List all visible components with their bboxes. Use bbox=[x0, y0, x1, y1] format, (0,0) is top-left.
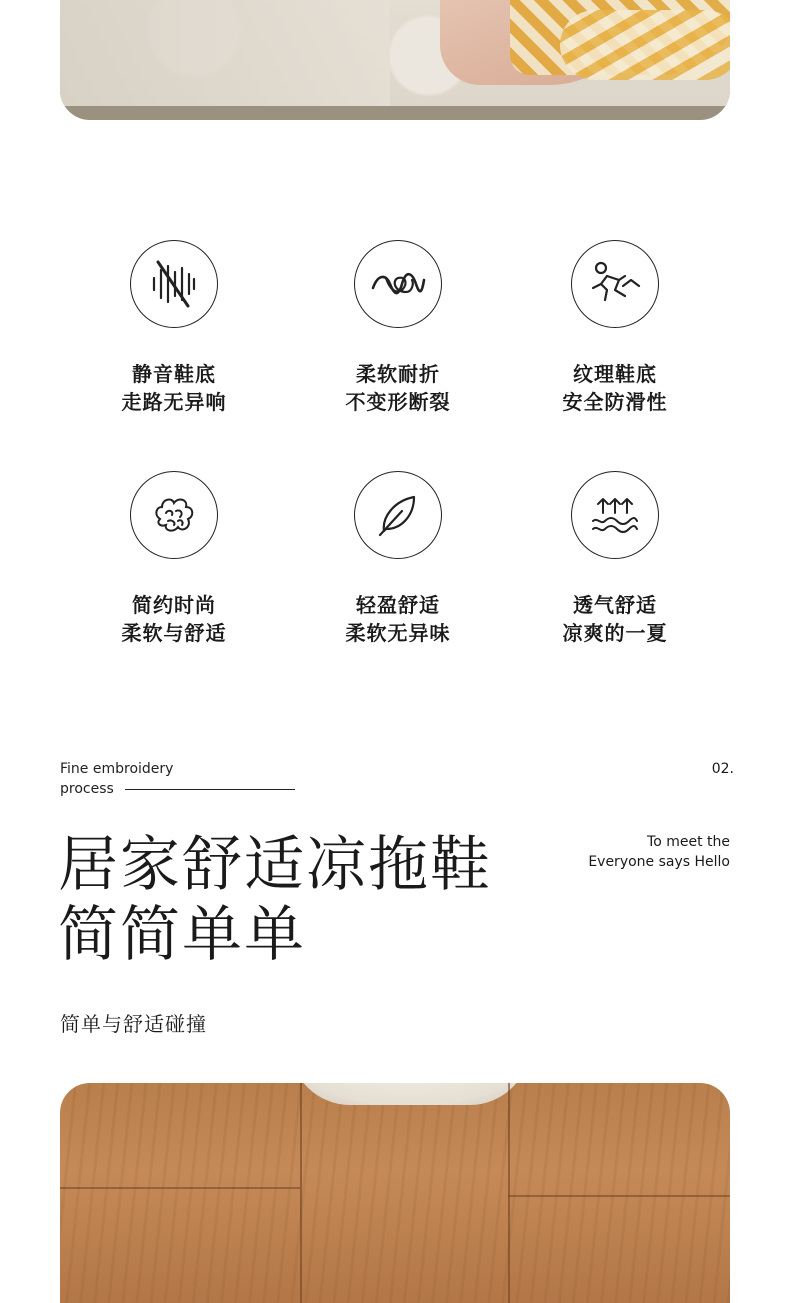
rug-shade bbox=[60, 0, 390, 106]
feature-icon-circle bbox=[130, 471, 218, 559]
feature-desc: 安全防滑性 bbox=[562, 390, 668, 414]
cotton-cloud-icon bbox=[144, 485, 204, 545]
feature-desc: 凉爽的一夏 bbox=[562, 621, 668, 645]
feature-breathable bbox=[515, 471, 715, 647]
headline-line1: 居家舒适凉拖鞋 bbox=[58, 830, 492, 900]
section-label-line1: Fine embroidery bbox=[60, 761, 174, 777]
hello-line1: To meet the bbox=[647, 834, 730, 850]
feature-silent-sole bbox=[74, 240, 274, 416]
feature-title: 纹理鞋底 bbox=[573, 362, 657, 386]
headline-line2: 简简单单 bbox=[58, 900, 306, 970]
breathable-wave-icon bbox=[585, 485, 645, 545]
feature-desc: 柔软无异味 bbox=[345, 621, 451, 645]
section-label bbox=[60, 759, 173, 799]
feature-icon-circle bbox=[354, 240, 442, 328]
feature-desc: 不变形断裂 bbox=[345, 390, 451, 414]
anti-slip-icon bbox=[585, 254, 645, 314]
bottom-product-photo bbox=[60, 1083, 730, 1303]
wave-flex-icon bbox=[368, 254, 428, 314]
subtitle: 简单与舒适碰撞 bbox=[60, 1012, 207, 1036]
feature-title: 柔软耐折 bbox=[356, 362, 440, 386]
checkered-fabric-fold bbox=[560, 10, 730, 80]
feather-leaf-icon bbox=[368, 485, 428, 545]
section-label-line2: process bbox=[60, 781, 114, 797]
section-number: 02. bbox=[711, 761, 734, 777]
feature-anti-slip bbox=[515, 240, 715, 416]
headline bbox=[58, 830, 492, 970]
floor-plank-seam bbox=[508, 1083, 510, 1303]
feature-title: 透气舒适 bbox=[573, 593, 657, 617]
feature-icon-circle bbox=[130, 240, 218, 328]
feature-lightweight bbox=[298, 471, 498, 647]
hello-line2: Everyone says Hello bbox=[588, 854, 730, 870]
no-sound-icon bbox=[144, 254, 204, 314]
floor-plank-seam bbox=[300, 1083, 302, 1303]
feature-desc: 柔软与舒适 bbox=[121, 621, 227, 645]
feature-icon-circle bbox=[571, 240, 659, 328]
slipper-image bbox=[290, 1083, 530, 1105]
section-divider bbox=[125, 789, 295, 790]
hello-tagline bbox=[588, 832, 730, 872]
feature-title: 静音鞋底 bbox=[132, 362, 216, 386]
feature-icon-circle bbox=[571, 471, 659, 559]
floor-plank-seam bbox=[508, 1195, 730, 1197]
top-product-photo bbox=[60, 0, 730, 120]
feature-icon-circle bbox=[354, 471, 442, 559]
floor-plank-seam bbox=[60, 1187, 300, 1189]
feature-title: 轻盈舒适 bbox=[356, 593, 440, 617]
feature-simple-fashion bbox=[74, 471, 274, 647]
feature-title: 简约时尚 bbox=[132, 593, 216, 617]
feature-soft-fold bbox=[298, 240, 498, 416]
feature-desc: 走路无异响 bbox=[121, 390, 227, 414]
